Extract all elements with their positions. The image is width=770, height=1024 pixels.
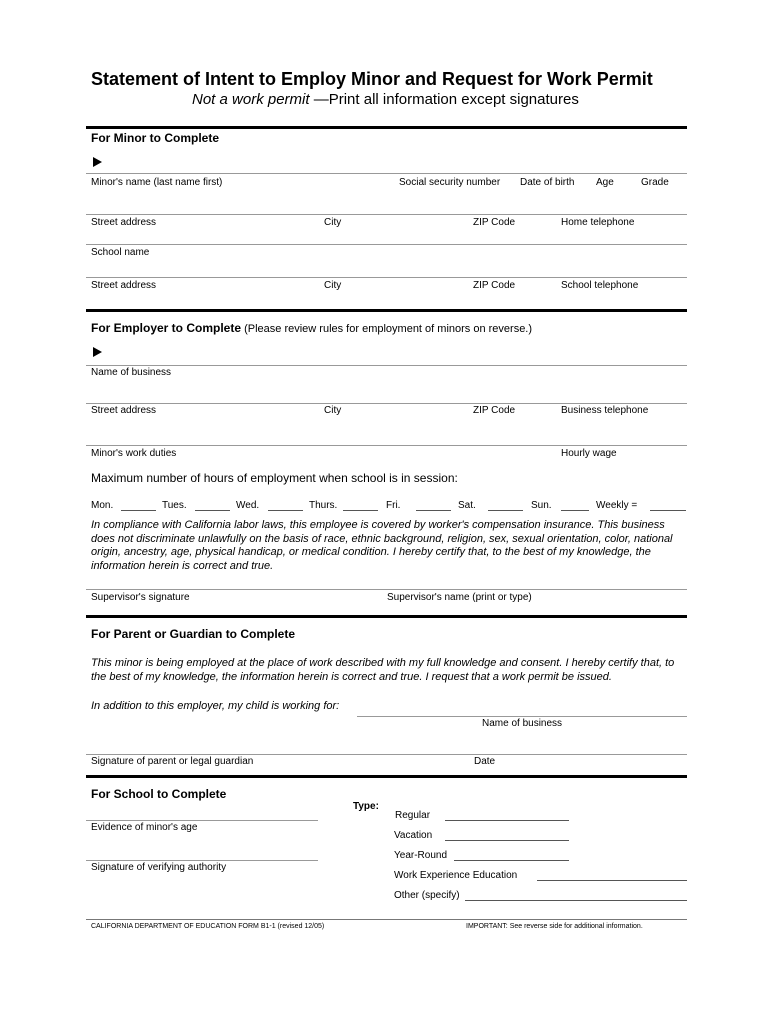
grade-label: Grade — [641, 177, 669, 188]
footer-important-note: IMPORTANT: See reverse side for additional information. — [466, 923, 643, 930]
hourly-wage-label: Hourly wage — [561, 448, 617, 459]
employer-address-row-field[interactable] — [86, 403, 687, 404]
school-street-label: Street address — [91, 280, 157, 291]
additional-employer-label: In addition to this employer, my child is working for: — [91, 700, 340, 712]
zip-label: ZIP Code — [473, 217, 516, 228]
school-section-heading: For School to Complete — [91, 787, 227, 801]
mon-label: Mon. — [91, 500, 114, 511]
verifying-signature-label: Signature of verifying authority — [91, 862, 227, 873]
work-experience-field[interactable] — [537, 880, 687, 881]
wed-label: Wed. — [236, 500, 260, 511]
work-duties-label: Minor's work duties — [91, 448, 177, 459]
section-divider-school — [86, 775, 687, 778]
section-divider-employer — [86, 309, 687, 312]
school-city-label: City — [324, 280, 342, 291]
work-experience-label: Work Experience Education — [394, 870, 518, 881]
thurs-label: Thurs. — [309, 500, 338, 511]
school-zip-label: ZIP Code — [473, 280, 516, 291]
type-label: Type: — [353, 801, 379, 812]
parent-consent-statement: This minor is being employed at the place of work described with my full knowledge and consent. I hereby certify that, to the best of my knowledge, the information herein is correct and true. I request that a work permit be issued. — [91, 657, 675, 683]
section-divider-minor — [86, 126, 687, 129]
vacation-field[interactable] — [445, 840, 569, 841]
minor-section-heading: For Minor to Complete — [91, 131, 219, 145]
regular-label: Regular — [395, 810, 431, 821]
employer-heading-text: For Employer to Complete — [91, 321, 242, 335]
subtitle-italic: Not a work permit — [192, 91, 310, 108]
thurs-hours-field[interactable] — [343, 510, 378, 511]
year-round-field[interactable] — [454, 860, 569, 861]
regular-field[interactable] — [445, 820, 569, 821]
school-address-row-field[interactable] — [86, 277, 687, 278]
ssn-label: Social security number — [399, 177, 501, 188]
employer-section-heading — [91, 321, 532, 335]
business-name-field[interactable] — [86, 365, 687, 366]
supervisor-signature-label: Supervisor's signature — [91, 592, 190, 603]
additional-business-field[interactable] — [357, 716, 687, 717]
arrow-right-icon — [93, 157, 102, 167]
fri-label: Fri. — [386, 500, 401, 511]
work-duties-row-field[interactable] — [86, 445, 687, 446]
employer-street-label: Street address — [91, 405, 157, 416]
minor-name-label: Minor's name (last name first) — [91, 177, 223, 188]
age-label: Age — [596, 177, 614, 188]
form-title: Statement of Intent to Employ Minor and Request for Work Permit — [91, 69, 653, 89]
employer-heading-note: (Please review rules for employment of minors on reverse.) — [241, 323, 533, 335]
form-subtitle — [192, 91, 579, 108]
sat-hours-field[interactable] — [488, 510, 523, 511]
subtitle-rest: —Print all information except signatures — [309, 91, 579, 108]
street-address-label: Street address — [91, 217, 157, 228]
business-name-label: Name of business — [91, 367, 172, 378]
supervisor-name-label: Supervisor's name (print or type) — [387, 592, 532, 603]
school-name-label: School name — [91, 247, 150, 258]
other-specify-label: Other (specify) — [394, 890, 460, 901]
additional-business-name-label: Name of business — [482, 718, 563, 729]
home-telephone-label: Home telephone — [561, 217, 635, 228]
arrow-right-icon — [93, 347, 102, 357]
employer-zip-label: ZIP Code — [473, 405, 516, 416]
compliance-statement: In compliance with California labor laws, this employee is covered by worker's compensation insurance. This business does not discriminate unlawfully on the basis of race, ethnic background, religion, sex, sexual orientation, color, national origin, ancestry, age, physical handicap, or medical condition. I hereby certify that, to the best of my knowledge, the information herein is correct and true. — [91, 519, 673, 572]
fri-hours-field[interactable] — [416, 510, 451, 511]
parent-signature-label: Signature of parent or legal guardian — [91, 756, 254, 767]
sat-label: Sat. — [458, 500, 476, 511]
minor-name-row-field[interactable] — [86, 173, 687, 174]
verifying-signature-field[interactable] — [86, 860, 318, 861]
weekly-label: Weekly = — [596, 500, 638, 511]
weekly-hours-field[interactable] — [650, 510, 686, 511]
evidence-of-age-label: Evidence of minor's age — [91, 822, 198, 833]
evidence-of-age-field[interactable] — [86, 820, 318, 821]
parent-date-label: Date — [474, 756, 496, 767]
footer-rule — [86, 919, 687, 920]
parent-section-heading: For Parent or Guardian to Complete — [91, 627, 296, 641]
tues-label: Tues. — [162, 500, 187, 511]
business-telephone-label: Business telephone — [561, 405, 649, 416]
sun-hours-field[interactable] — [561, 510, 589, 511]
city-label: City — [324, 217, 342, 228]
supervisor-row-field[interactable] — [86, 589, 687, 590]
year-round-label: Year-Round — [394, 850, 448, 861]
other-specify-field[interactable] — [465, 900, 687, 901]
tues-hours-field[interactable] — [195, 510, 230, 511]
school-telephone-label: School telephone — [561, 280, 639, 291]
mon-hours-field[interactable] — [121, 510, 156, 511]
dob-label: Date of birth — [520, 177, 575, 188]
employer-city-label: City — [324, 405, 342, 416]
parent-signature-row-field[interactable] — [86, 754, 687, 755]
footer-form-id: CALIFORNIA DEPARTMENT OF EDUCATION FORM B1-1 (revised 12/05) — [91, 923, 325, 930]
vacation-label: Vacation — [394, 830, 433, 841]
wed-hours-field[interactable] — [268, 510, 303, 511]
section-divider-parent — [86, 615, 687, 618]
max-hours-label: Maximum number of hours of employment when school is in session: — [91, 471, 458, 485]
sun-label: Sun. — [531, 500, 552, 511]
minor-address-row-field[interactable] — [86, 214, 687, 215]
school-name-field[interactable] — [86, 244, 687, 245]
